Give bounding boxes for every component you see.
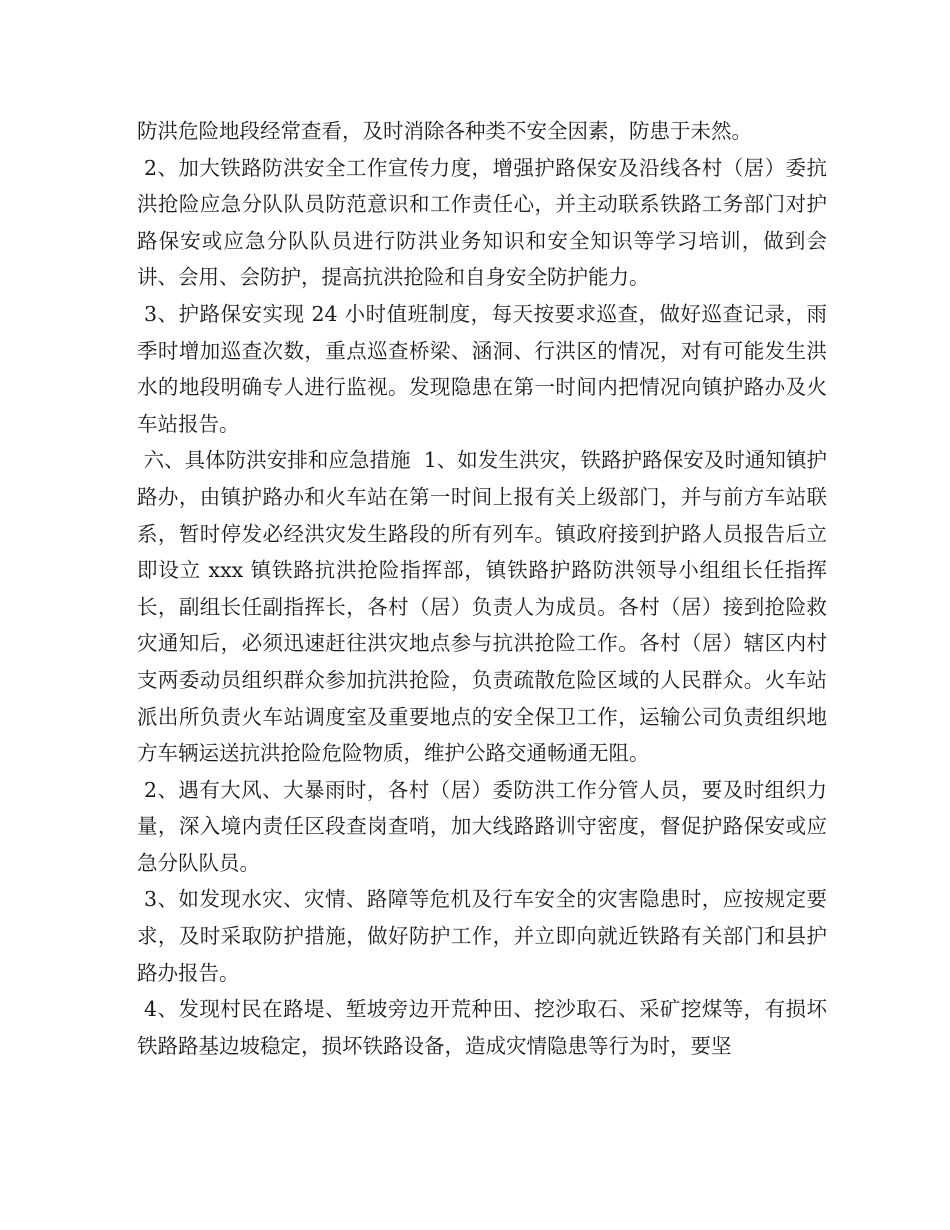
- document-body: [137, 113, 827, 1064]
- paragraph-emergency-measures: 六、具体防洪安排和应急措施 1、如发生洪灾，铁路护路保安及时通知镇护路办，由镇护路办和火车站在第一时间上报有关上级部门，并与前方车站联系，暂时停发必经洪灾发生路段的所有列车。镇政府接到护路人员报告后立即设立 xxx 镇铁路抗洪抢险指挥部，镇铁路护路防洪领导小组组长任指挥长，副组长任副指挥长，各村（居）负责人为成员。各村（居）接到抢险救灾通知后，必须迅速赶往洪灾地点参与抗洪抢险工作。各村（居）辖区内村支两委动员组织群众参加抗洪抢险，负责疏散危险区域的人民群众。火车站派出所负责火车站调度室及重要地点的安全保卫工作，运输公司负责组织地方车辆运送抗洪抢险危险物质，维护公路交通畅通无阻。: [137, 448, 827, 766]
- paragraph-embankment-protection: 4、发现村民在路堤、堑坡旁边开荒种田、挖沙取石、采矿挖煤等，有损坏铁路路基边坡稳定，损坏铁路设备，造成灾情隐患等行为时，要坚: [137, 997, 827, 1058]
- paragraph-publicity-training: 2、加大铁路防洪安全工作宣传力度，增强护路保安及沿线各村（居）委抗洪抢险应急分队队员防范意识和工作责任心，并主动联系铁路工务部门对护路保安或应急分队队员进行防洪业务知识和安全知识等学习培训，做到会讲、会用、会防护，提高抗洪抢险和自身安全防护能力。: [137, 155, 827, 290]
- paragraph-flood-inspection: 防洪危险地段经常查看，及时消除各种类不安全因素，防患于未然。: [137, 119, 752, 143]
- paragraph-storm-response: 2、遇有大风、大暴雨时，各村（居）委防洪工作分管人员，要及时组织力量，深入境内责任区段查岗查哨，加大线路路训守密度，督促护路保安或应急分队队员。: [137, 777, 827, 875]
- paragraph-hazard-reporting: 3、如发现水灾、灾情、路障等危机及行车安全的灾害隐患时，应按规定要求，及时采取防护措施，做好防护工作，并立即向就近铁路有关部门和县护路办报告。: [137, 887, 827, 985]
- paragraph-24h-duty: 3、护路保安实现 24 小时值班制度，每天按要求巡查，做好巡查记录，雨季时增加巡查次数，重点巡查桥梁、涵洞、行洪区的情况，对有可能发生洪水的地段明确专人进行监视。发现隐患在第一时间内把情况向镇护路办及火车站报告。: [137, 301, 827, 436]
